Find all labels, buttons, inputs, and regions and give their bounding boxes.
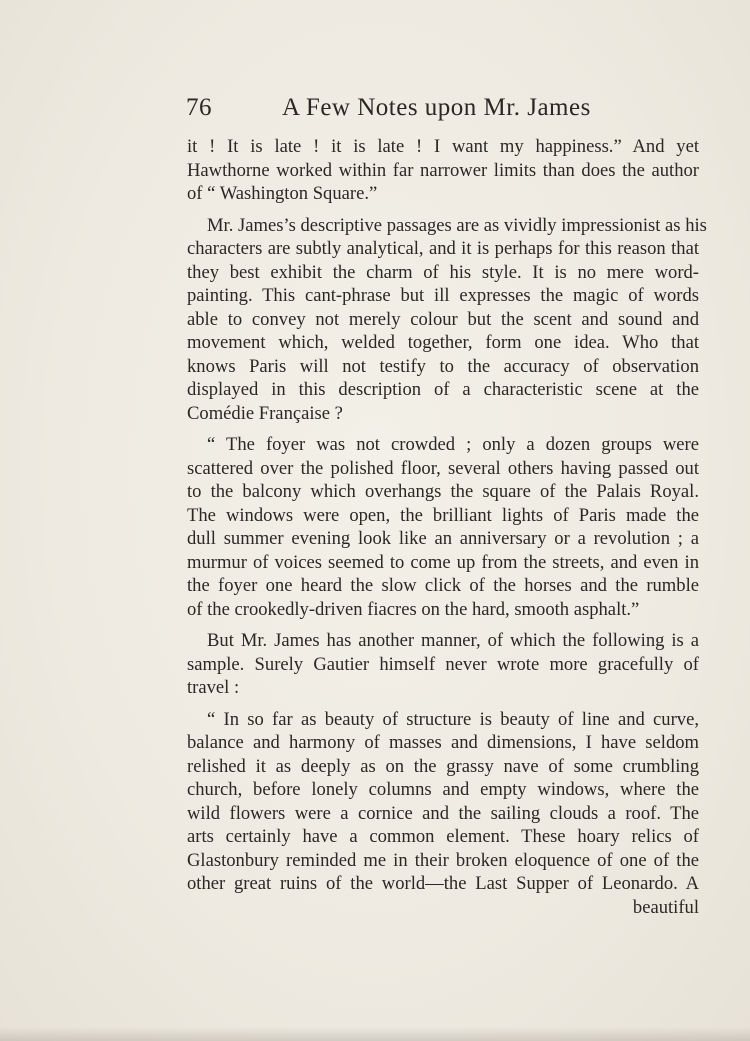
text-line: to the balcony which overhangs the square of the Palais Royal.: [187, 481, 699, 502]
text-line: But Mr. James has another manner, of which the following is a: [207, 630, 699, 651]
text-line: it ! It is late ! it is late ! I want my happiness.” And yet: [187, 136, 699, 157]
text-line: Glastonbury reminded me in their broken eloquence of one of the: [187, 849, 699, 871]
text-line: church, before lonely columns and empty windows, where the: [187, 779, 699, 800]
text-line: scattered over the polished floor, several others having passed out: [187, 457, 699, 479]
text-line: able to convey not merely colour but the scent and sound and: [187, 308, 699, 330]
text-line: other great ruins of the world—the Last Supper of Leonardo. A: [187, 873, 699, 894]
text-line: Hawthorne worked within far narrower limits than does the author: [187, 159, 699, 181]
text-line: “ The foyer was not crowded ; only a dozen groups were: [207, 434, 699, 455]
text-line: “ In so far as beauty of structure is beauty of line and curve,: [207, 708, 699, 730]
text-line: painting. This cant-phrase but ill expresses the magic of words: [187, 285, 699, 306]
text-line: the foyer one heard the slow click of the horses and the rumble: [187, 575, 699, 596]
text-line: wild flowers were a cornice and the sailing clouds a roof. The: [187, 802, 699, 824]
text-line: knows Paris will not testify to the accuracy of observation: [187, 355, 699, 377]
page-edge-shadow: [0, 1027, 750, 1041]
text-line: The windows were open, the brilliant lights of Paris made the: [187, 504, 699, 526]
text-line: sample. Surely Gautier himself never wrote more gracefully of: [187, 653, 699, 675]
text-line: relished it as deeply as on the grassy nave of some crumbling: [187, 755, 699, 777]
page-number: 76: [186, 94, 212, 121]
text-line: characters are subtly analytical, and it is perhaps for this reason that: [187, 238, 699, 259]
text-line: arts certainly have a common element. These hoary relics of: [187, 826, 699, 847]
text-line: of the crookedly-driven fiacres on the hard, smooth asphalt.”: [187, 598, 640, 620]
running-head: A Few Notes upon Mr. James: [282, 94, 591, 121]
text-line: travel :: [187, 677, 240, 698]
text-line: murmur of voices seemed to come up from the streets, and even in: [187, 551, 699, 573]
body-text: [187, 135, 707, 919]
text-line: Comédie Française ?: [187, 402, 343, 424]
text-line: balance and harmony of masses and dimensions, I have seldom: [187, 732, 699, 753]
text-line: Mr. James’s descriptive passages are as vividly impressionist as his: [207, 214, 707, 236]
text-line: dull summer evening look like an anniversary or a revolution ; a: [187, 528, 699, 549]
text-line: movement which, welded together, form one idea. Who that: [187, 332, 699, 353]
page-header: [186, 94, 698, 128]
catchword: beautiful: [632, 896, 699, 918]
text-line: displayed in this description of a characteristic scene at the: [187, 379, 699, 400]
text-line: of “ Washington Square.”: [187, 183, 378, 204]
text-line: they best exhibit the charm of his style. It is no mere word-: [187, 261, 699, 283]
